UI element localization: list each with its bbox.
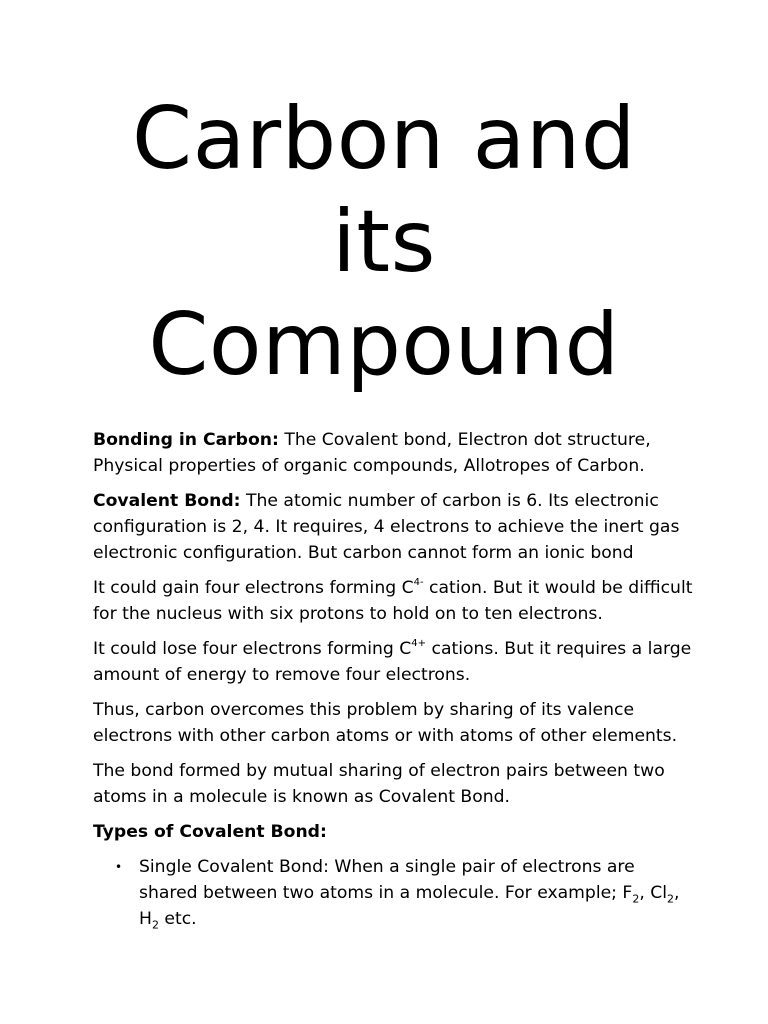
subscript: 2	[667, 892, 675, 906]
bullet-icon: •	[115, 860, 123, 874]
paragraph-heading: Covalent Bond:	[93, 491, 241, 511]
list-item-text: etc.	[158, 909, 197, 929]
paragraph-text: It could gain four electrons forming C	[93, 578, 414, 598]
document-title	[0, 88, 768, 397]
paragraph-text: cations. But it requires a large amount of energy to remove four electrons.	[93, 639, 692, 685]
paragraph-covalent-bond	[93, 488, 693, 566]
list-item-text: , Cl	[639, 883, 668, 903]
list-item-text: , H	[139, 883, 680, 929]
charge-superscript: 4-	[413, 577, 424, 589]
paragraph-lose-electrons	[93, 636, 693, 688]
paragraph-heading: Bonding in Carbon:	[93, 430, 279, 450]
paragraph-bonding-in-carbon	[93, 427, 693, 479]
document-body	[93, 427, 693, 932]
section-heading-text: Types of Covalent Bond:	[93, 822, 327, 842]
title-line-2: its	[332, 192, 436, 292]
paragraph-text: The Covalent bond, Electron dot structure, Physical properties of organic compounds, Allotropes of Carbon.	[93, 430, 651, 476]
title-line-1: Carbon and	[132, 89, 636, 189]
covalent-types-list	[93, 854, 693, 932]
title-line-3: Compound	[148, 295, 620, 395]
section-heading-types	[93, 819, 693, 845]
subscript: 2	[151, 918, 159, 932]
subscript: 2	[632, 892, 640, 906]
paragraph-gain-electrons	[93, 575, 693, 627]
paragraph-text: The atomic number of carbon is 6. Its electronic configuration is 2, 4. It requires, 4 electrons to achieve the inert gas electronic configuration. But carbon cannot form an ionic bond	[93, 491, 680, 563]
list-item-text: Single Covalent Bond: When a single pair of electrons are shared between two atoms in a molecule. For example; F	[139, 857, 635, 903]
paragraph-covalent-definition: The bond formed by mutual sharing of electron pairs between two atoms in a molecule is known as Covalent Bond.	[93, 761, 665, 807]
list-item-single-bond	[93, 854, 693, 932]
paragraph-text: It could lose four electrons forming C	[93, 639, 412, 659]
paragraph-sharing: Thus, carbon overcomes this problem by sharing of its valence electrons with other carbon atoms or with atoms of other elements.	[93, 700, 678, 746]
charge-superscript: 4+	[411, 638, 427, 650]
paragraph-text: cation. But it would be difficult for the nucleus with six protons to hold on to ten electrons.	[93, 578, 693, 624]
